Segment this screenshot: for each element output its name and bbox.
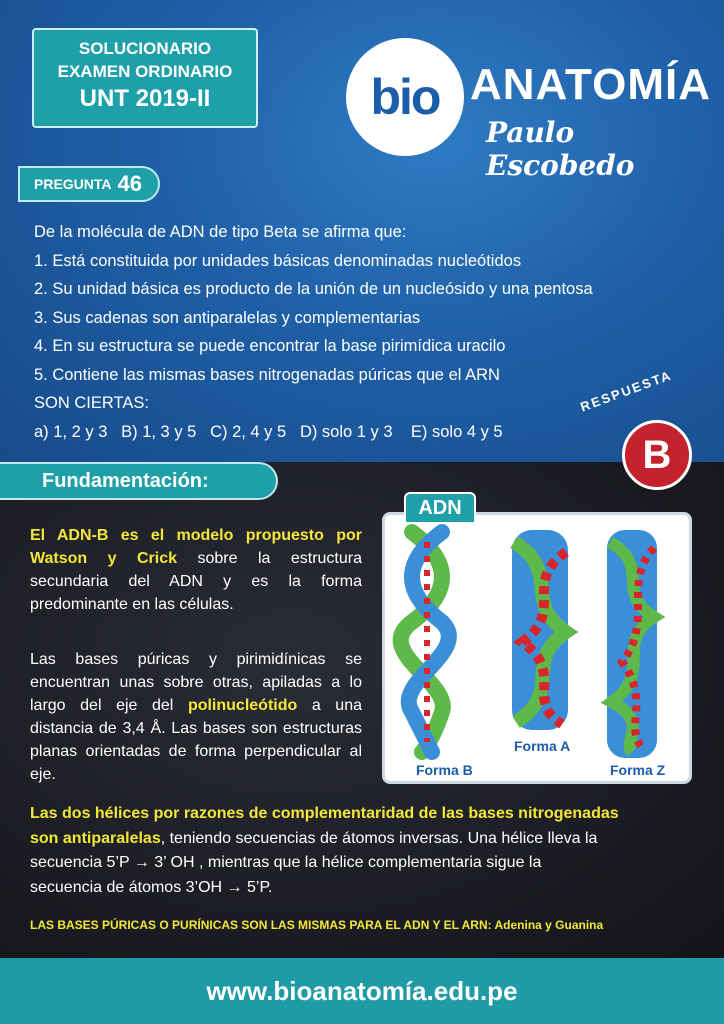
- paragraph-highlight: El ADN-B es el modelo propuesto por Watson y Crick: [30, 527, 362, 567]
- answer-letter: B: [622, 420, 692, 490]
- bioanatomia-logo: [346, 38, 712, 182]
- logo-name: ANATOMÍA: [470, 60, 712, 109]
- question-prompt: SON CIERTAS:: [34, 394, 149, 412]
- paragraph-antiparallel: [30, 802, 700, 900]
- question-stem: De la molécula de ADN de tipo Beta se afirma que:: [34, 223, 407, 241]
- question-label: [18, 166, 160, 202]
- figure-tab: ADN: [404, 492, 476, 524]
- badge-line-2: EXAMEN ORDINARIO: [57, 62, 233, 81]
- paragraph-adn-b: [30, 524, 362, 616]
- footer-bar: [0, 958, 724, 1024]
- dna-form-z-helix: [607, 530, 657, 758]
- paragraph-highlight: son antiparalelas: [30, 829, 161, 847]
- exam-badge: [32, 28, 258, 128]
- logo-circle: [346, 38, 464, 156]
- purine-note: LAS BASES PÚRICAS O PURÍNICAS SON LAS MISMAS PARA EL ADN Y EL ARN: Adenina y Guanina: [30, 918, 604, 932]
- logo-bio-text: bio: [370, 69, 440, 125]
- question-options: a) 1, 2 y 3 B) 1, 3 y 5 C) 2, 4 y 5 D) solo 1 y 3 E) solo 4 y 5: [34, 422, 503, 441]
- section-title: Fundamentación:: [0, 462, 278, 500]
- website-link[interactable]: www.bioanatomía.edu.pe: [206, 975, 518, 1006]
- badge-line-1: SOLUCIONARIO: [78, 39, 212, 58]
- logo-author: Paulo Escobedo: [486, 116, 635, 182]
- paragraph-text: , teniendo secuencias de átomos inversas. Una hélice lleva la: [160, 829, 598, 847]
- paragraph-highlight: polinucleótido: [187, 697, 298, 714]
- paragraph-line: secuencia de átomos 3’OH → 5’P.: [30, 878, 273, 896]
- badge-line-3: UNT 2019-II: [79, 85, 211, 112]
- paragraph-line: [30, 827, 700, 852]
- question-item: 3. Sus cadenas son antiparalelas y complementarias: [34, 308, 421, 327]
- question-item: 1. Está constituida por unidades básicas denominadas nucleótidos: [34, 251, 522, 270]
- question-item: 2. Su unidad básica es producto de la unión de un nucleósido y una pentosa: [34, 280, 593, 298]
- paragraph-text: sobre la estructura secundaria del ADN y es la forma predominante en las células.: [30, 550, 362, 613]
- paragraph-bases: [30, 648, 362, 786]
- question-item: 5. Contiene las mismas bases nitrogenadas púricas que el ARN: [34, 365, 500, 384]
- paragraph-text: a una distancia de 3,4 Å. Las bases son estructuras planas orientadas de forma perpendicular al eje.: [30, 697, 363, 783]
- paragraph-text: Las bases púricas y pirimidínicas se encuentran unas sobre otras, apiladas a lo largo del eje del: [30, 651, 362, 714]
- answer-stamp: [578, 367, 712, 488]
- caption-form-z: Forma Z: [610, 762, 666, 778]
- caption-form-a: Forma A: [514, 738, 571, 754]
- question-label-word: PREGUNTA: [34, 176, 112, 192]
- answer-label: RESPUESTA: [578, 367, 675, 415]
- question-number: 46: [117, 171, 143, 196]
- paragraph-line: secuencia 5’P → 3’ OH , mientras que la hélice complementaria sigue la: [30, 854, 542, 871]
- caption-form-b: Forma B: [416, 762, 473, 778]
- paragraph-highlight: Las dos hélices por razones de complementaridad de las bases nitrogenadas: [30, 805, 619, 822]
- dna-form-b-helix: [401, 532, 449, 752]
- question-item: 4. En su estructura se puede encontrar la base pirimídica uracilo: [34, 337, 506, 355]
- dna-form-a-helix: [512, 530, 568, 730]
